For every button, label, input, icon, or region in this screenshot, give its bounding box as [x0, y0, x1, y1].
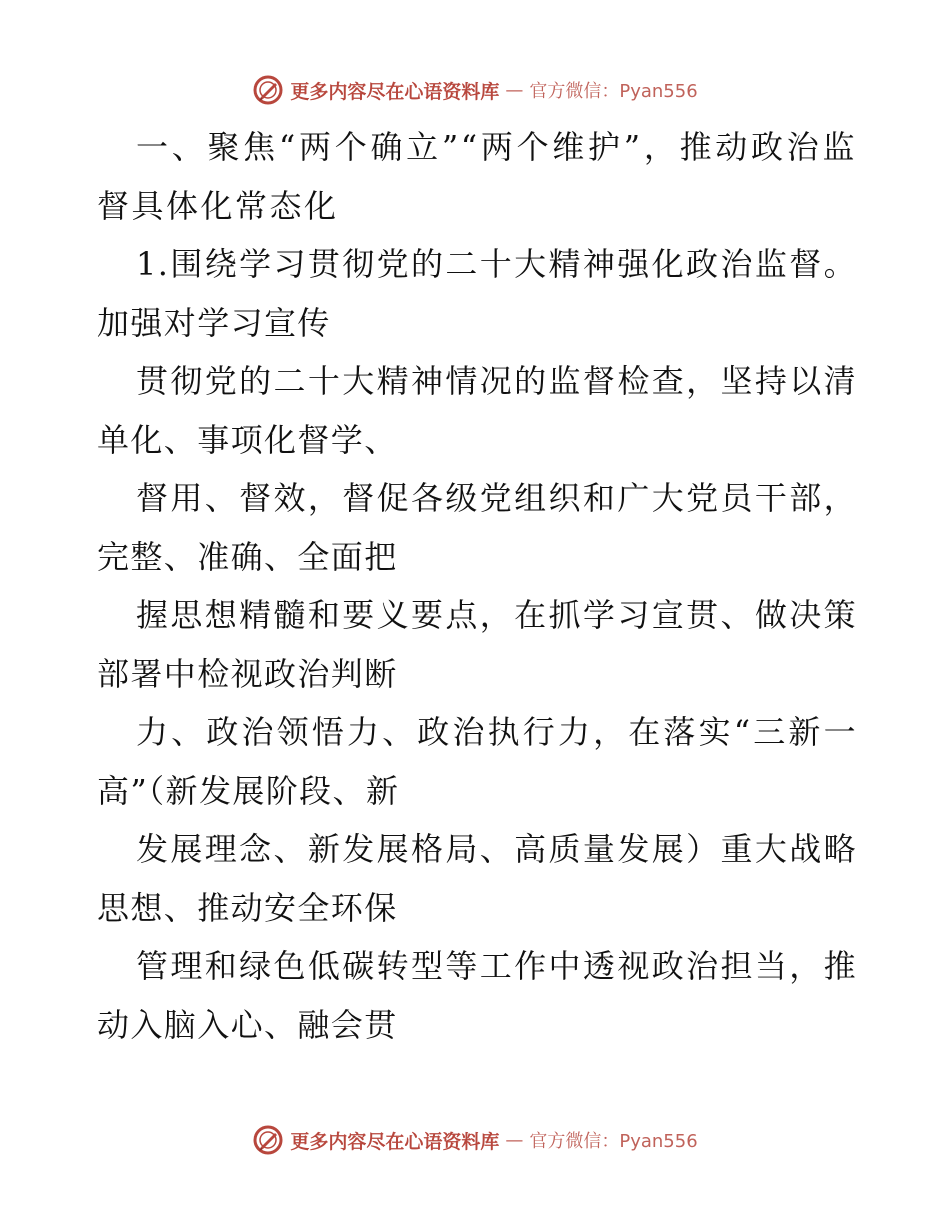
body-paragraph: 1.围绕学习贯彻党的二十大精神强化政治监督。加强对学习宣传 — [97, 245, 857, 342]
section-heading: 一、聚焦“两个确立”“两个维护”，推动政治监督具体化常态化 — [97, 128, 857, 225]
pen-circle-logo-icon — [252, 74, 284, 106]
banner-contact: 官方微信：Pyan556 — [529, 81, 698, 102]
pen-circle-logo-icon — [252, 1124, 284, 1156]
body-paragraph: 管理和绿色低碳转型等工作中透视政治担当，推动入脑入心、融会贯 — [97, 947, 857, 1044]
body-paragraph: 力、政治领悟力、政治执行力，在落实“三新一高”（新发展阶段、新 — [97, 713, 857, 810]
footer-banner — [0, 1120, 950, 1160]
body-paragraph: 发展理念、新发展格局、高质量发展）重大战略思想、推动安全环保 — [97, 830, 857, 927]
banner-text: 更多内容尽在心语资料库 — [290, 80, 500, 103]
body-paragraph: 握思想精髓和要义要点，在抓学习宣贯、做决策部署中检视政治判断 — [97, 596, 857, 693]
banner-contact: 官方微信：Pyan556 — [529, 1131, 698, 1152]
body-paragraph: 贯彻党的二十大精神情况的监督检查，坚持以清单化、事项化督学、 — [97, 362, 857, 459]
banner-separator: — — [505, 79, 524, 101]
document-body — [97, 118, 857, 1054]
body-paragraph: 督用、督效，督促各级党组织和广大党员干部，完整、准确、全面把 — [97, 479, 857, 576]
banner-text: 更多内容尽在心语资料库 — [290, 1130, 500, 1153]
banner-separator: — — [505, 1129, 524, 1151]
header-banner — [0, 70, 950, 110]
